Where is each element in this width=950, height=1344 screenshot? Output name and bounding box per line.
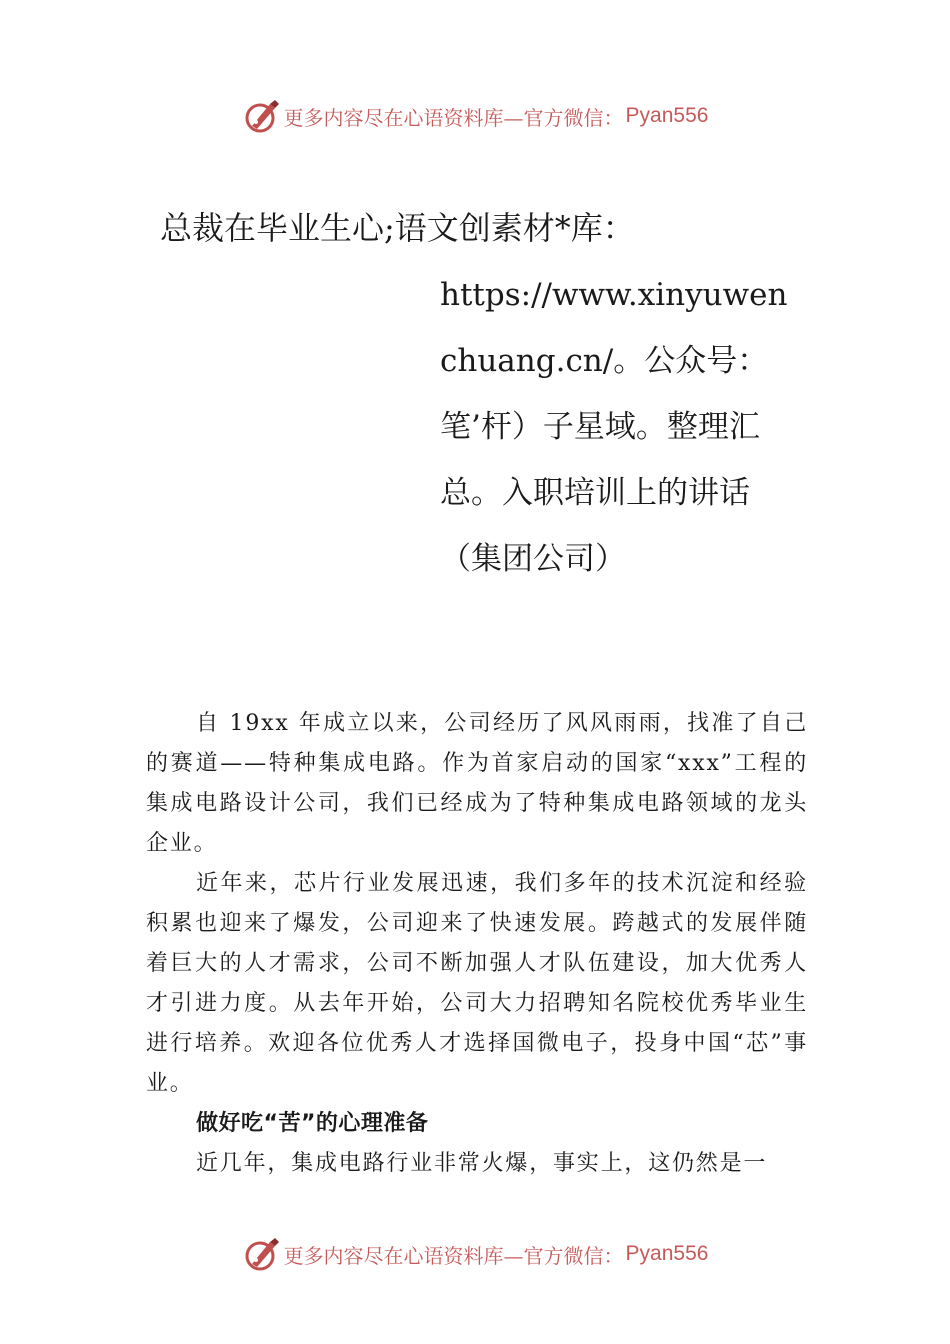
document-title-rest: https://www.xinyuwenchuang.cn/。公众号：笔’杆）子星域。整理汇总。入职培训上的讲话（集团公司） — [440, 277, 788, 577]
pen-logo-icon — [242, 1234, 282, 1274]
document-title-line1: 总裁在毕业生心;语文创素材*库： — [160, 209, 635, 247]
footer-text: 更多内容尽在心语资料库—官方微信： — [283, 1243, 624, 1268]
page-header — [0, 92, 950, 140]
pen-logo-icon — [242, 96, 282, 136]
paragraph-3: 近几年，集成电路行业非常火爆，事实上，这仍然是一 — [196, 1151, 768, 1176]
section-heading: 做好吃“苦”的心理准备 — [196, 1111, 429, 1136]
page-footer — [0, 1230, 950, 1278]
document-body — [146, 704, 808, 1184]
header-text: 更多内容尽在心语资料库—官方微信： — [283, 105, 624, 130]
footer-wechat-id: Pyan556 — [625, 1242, 709, 1265]
paragraph-2: 近年来，芯片行业发展迅速，我们多年的技术沉淀和经验积累也迎来了爆发，公司迎来了快速发展。跨越式的发展伴随着巨大的人才需求，公司不断加强人才队伍建设，加大优秀人才引进力度。从去年开始，公司大力招聘知名院校优秀毕业生进行培养。欢迎各位优秀人才选择国微电子，投身中国“芯”事业。 — [146, 871, 808, 1096]
paragraph-1: 自 19xx 年成立以来，公司经历了风风雨雨，找准了自己的赛道——特种集成电路。作为首家启动的国家“xxx”工程的集成电路设计公司，我们已经成为了特种集成电路领域的龙头企业。 — [146, 711, 808, 856]
header-wechat-id: Pyan556 — [625, 104, 709, 127]
